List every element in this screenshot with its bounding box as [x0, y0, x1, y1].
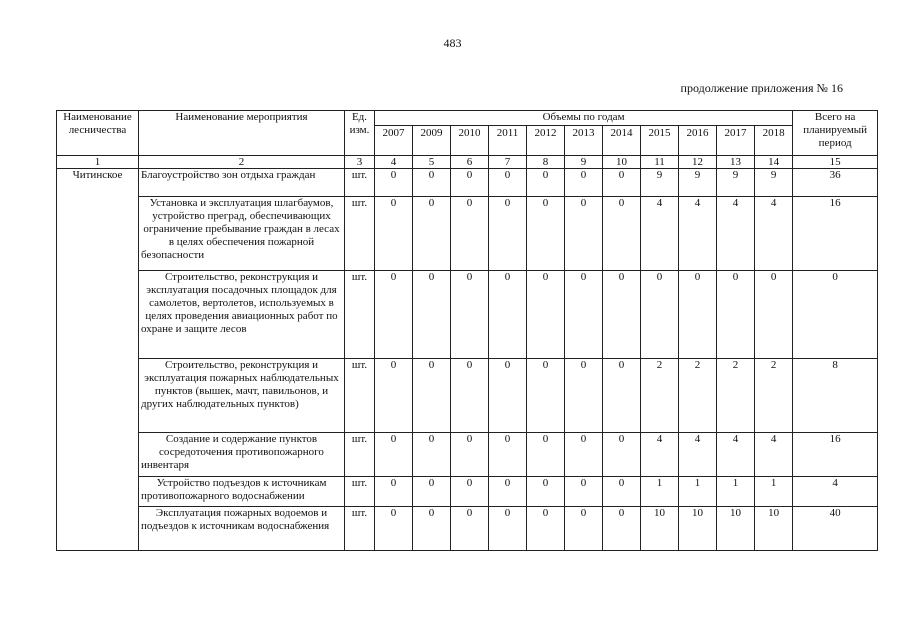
column-number: 13 — [717, 156, 755, 169]
table-row — [57, 507, 878, 551]
column-number: 15 — [793, 156, 878, 169]
year-value-cell: 0 — [413, 197, 451, 271]
year-value-cell: 0 — [755, 271, 793, 359]
year-value-cell: 1 — [641, 477, 679, 507]
year-value-cell: 0 — [375, 169, 413, 197]
year-value-cell: 0 — [565, 197, 603, 271]
total-cell: 40 — [793, 507, 878, 551]
header-year: 2012 — [527, 126, 565, 156]
year-value-cell: 10 — [717, 507, 755, 551]
column-number: 3 — [345, 156, 375, 169]
activities-table — [56, 110, 878, 551]
unit-cell: шт. — [345, 197, 375, 271]
year-value-cell: 0 — [603, 507, 641, 551]
total-cell: 0 — [793, 271, 878, 359]
table-row — [57, 169, 878, 197]
year-value-cell: 0 — [375, 433, 413, 477]
year-value-cell: 2 — [679, 359, 717, 433]
year-value-cell: 0 — [413, 477, 451, 507]
unit-cell: шт. — [345, 359, 375, 433]
year-value-cell: 0 — [527, 271, 565, 359]
year-value-cell: 0 — [527, 359, 565, 433]
year-value-cell: 0 — [717, 271, 755, 359]
year-value-cell: 4 — [717, 433, 755, 477]
year-value-cell: 0 — [603, 197, 641, 271]
header-year: 2011 — [489, 126, 527, 156]
year-value-cell: 9 — [641, 169, 679, 197]
activity-name: Устройство подъездов к источникам противопожарного водоснабжении — [139, 477, 345, 507]
column-number: 14 — [755, 156, 793, 169]
table-row — [57, 477, 878, 507]
year-value-cell: 4 — [641, 433, 679, 477]
header-year: 2007 — [375, 126, 413, 156]
year-value-cell: 0 — [527, 477, 565, 507]
table-row — [57, 197, 878, 271]
year-value-cell: 0 — [489, 359, 527, 433]
year-value-cell: 0 — [527, 507, 565, 551]
column-number: 9 — [565, 156, 603, 169]
column-number: 6 — [451, 156, 489, 169]
header-total: Всего на планируемый период — [793, 111, 878, 156]
year-value-cell: 0 — [489, 507, 527, 551]
table-row — [57, 433, 878, 477]
year-value-cell: 0 — [375, 271, 413, 359]
year-value-cell: 0 — [527, 169, 565, 197]
year-value-cell: 0 — [413, 507, 451, 551]
year-value-cell: 2 — [641, 359, 679, 433]
column-number: 2 — [139, 156, 345, 169]
page-number: 483 — [443, 36, 462, 50]
year-value-cell: 0 — [375, 477, 413, 507]
year-value-cell: 0 — [489, 477, 527, 507]
year-value-cell: 4 — [641, 197, 679, 271]
header-year: 2016 — [679, 126, 717, 156]
column-number-row — [57, 156, 878, 169]
column-number: 8 — [527, 156, 565, 169]
year-value-cell: 0 — [603, 477, 641, 507]
total-cell: 16 — [793, 197, 878, 271]
header-year: 2017 — [717, 126, 755, 156]
column-number: 10 — [603, 156, 641, 169]
header-year: 2013 — [565, 126, 603, 156]
continuation-note: продолжение приложения № 16 — [680, 81, 843, 95]
header-volumes: Объемы по годам — [375, 111, 793, 126]
activity-name: Благоустройство зон отдыха граждан — [139, 169, 345, 197]
year-value-cell: 0 — [603, 433, 641, 477]
year-value-cell: 0 — [451, 477, 489, 507]
header-year: 2015 — [641, 126, 679, 156]
year-value-cell: 0 — [603, 169, 641, 197]
year-value-cell: 0 — [489, 169, 527, 197]
unit-cell: шт. — [345, 433, 375, 477]
header-year: 2010 — [451, 126, 489, 156]
header-year: 2018 — [755, 126, 793, 156]
year-value-cell: 4 — [717, 197, 755, 271]
year-value-cell: 0 — [565, 507, 603, 551]
activity-name: Создание и содержание пунктов сосредоточения противопожарного инвентаря — [139, 433, 345, 477]
forestry-name: Читинское — [57, 169, 139, 551]
year-value-cell: 4 — [679, 433, 717, 477]
year-value-cell: 0 — [489, 197, 527, 271]
year-value-cell: 0 — [489, 271, 527, 359]
year-value-cell: 10 — [641, 507, 679, 551]
year-value-cell: 0 — [413, 169, 451, 197]
year-value-cell: 2 — [755, 359, 793, 433]
year-value-cell: 0 — [413, 271, 451, 359]
year-value-cell: 0 — [451, 359, 489, 433]
header-year: 2014 — [603, 126, 641, 156]
year-value-cell: 0 — [375, 359, 413, 433]
year-value-cell: 0 — [413, 359, 451, 433]
year-value-cell: 1 — [717, 477, 755, 507]
header-year: 2009 — [413, 126, 451, 156]
year-value-cell: 4 — [755, 197, 793, 271]
total-cell: 16 — [793, 433, 878, 477]
year-value-cell: 0 — [451, 197, 489, 271]
header-unit: Ед. изм. — [345, 111, 375, 156]
column-number: 12 — [679, 156, 717, 169]
table-row — [57, 271, 878, 359]
total-cell: 4 — [793, 477, 878, 507]
year-value-cell: 0 — [565, 477, 603, 507]
year-value-cell: 0 — [603, 271, 641, 359]
header-forestry: Наименование лесничества — [57, 111, 139, 156]
unit-cell: шт. — [345, 169, 375, 197]
year-value-cell: 0 — [375, 197, 413, 271]
unit-cell: шт. — [345, 507, 375, 551]
year-value-cell: 10 — [755, 507, 793, 551]
table-row — [57, 359, 878, 433]
activity-name: Строительство, реконструкция и эксплуатация посадочных площадок для самолетов, вертолетов, используемых в целях проведения авиационных работ по охране и защите лесов — [139, 271, 345, 359]
unit-cell: шт. — [345, 271, 375, 359]
activity-name: Эксплуатация пожарных водоемов и подъездов к источникам водоснабжения — [139, 507, 345, 551]
year-value-cell: 0 — [375, 507, 413, 551]
year-value-cell: 2 — [717, 359, 755, 433]
year-value-cell: 0 — [527, 433, 565, 477]
year-value-cell: 0 — [451, 169, 489, 197]
activity-name: Строительство, реконструкция и эксплуатация пожарных наблюдательных пунктов (вышек, мачт, павильонов, и других наблюдательных пунктов) — [139, 359, 345, 433]
year-value-cell: 0 — [565, 169, 603, 197]
year-value-cell: 0 — [413, 433, 451, 477]
year-value-cell: 0 — [603, 359, 641, 433]
column-number: 4 — [375, 156, 413, 169]
header-activity: Наименование мероприятия — [139, 111, 345, 156]
year-value-cell: 9 — [679, 169, 717, 197]
year-value-cell: 4 — [755, 433, 793, 477]
year-value-cell: 1 — [755, 477, 793, 507]
year-value-cell: 0 — [679, 271, 717, 359]
unit-cell: шт. — [345, 477, 375, 507]
year-value-cell: 0 — [641, 271, 679, 359]
year-value-cell: 0 — [565, 359, 603, 433]
year-value-cell: 0 — [451, 271, 489, 359]
year-value-cell: 4 — [679, 197, 717, 271]
year-value-cell: 9 — [755, 169, 793, 197]
year-value-cell: 0 — [489, 433, 527, 477]
year-value-cell: 0 — [565, 433, 603, 477]
column-number: 7 — [489, 156, 527, 169]
total-cell: 36 — [793, 169, 878, 197]
year-value-cell: 10 — [679, 507, 717, 551]
year-value-cell: 0 — [527, 197, 565, 271]
year-value-cell: 0 — [565, 271, 603, 359]
total-cell: 8 — [793, 359, 878, 433]
year-value-cell: 9 — [717, 169, 755, 197]
year-value-cell: 0 — [451, 507, 489, 551]
year-value-cell: 1 — [679, 477, 717, 507]
column-number: 5 — [413, 156, 451, 169]
activity-name: Установка и эксплуатация шлагбаумов, устройство преград, обеспечивающих ограничение пребывание граждан в лесах в целях обеспечения пожарной безопасности — [139, 197, 345, 271]
year-value-cell: 0 — [451, 433, 489, 477]
column-number: 1 — [57, 156, 139, 169]
column-number: 11 — [641, 156, 679, 169]
